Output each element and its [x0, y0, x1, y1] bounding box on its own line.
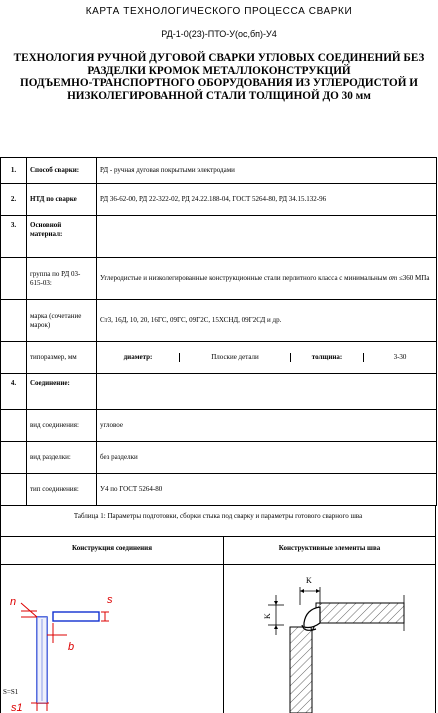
table1-body [0, 537, 436, 713]
title-line-1: ТЕХНОЛОГИЯ РУЧНОЙ ДУГОВОЙ СВАРКИ УГЛОВЫХ СОЕДИНЕНИЙ БЕЗ [13, 52, 425, 64]
grade-label: марка (сочетание марок) [27, 300, 97, 342]
label-s: s [107, 594, 113, 606]
table-row [1, 442, 437, 474]
table-row [1, 216, 437, 258]
label-k-side: K [263, 613, 272, 619]
group-label: группа по РД 03-615-03: [27, 258, 97, 300]
label-n: n [10, 596, 17, 608]
fillet-weld [304, 607, 320, 628]
table-row [1, 410, 437, 442]
empty-cell [1, 342, 27, 374]
welding-method-value: РД - ручная дуговая покрытыми электродами [97, 158, 437, 184]
table-row [1, 258, 437, 300]
joint-type-value: У4 по ГОСТ 5264-80 [97, 474, 437, 506]
thickness-label: толщина: [291, 353, 364, 362]
label-b: b [68, 641, 75, 653]
group-value-limit: ≤360 МПа [398, 274, 430, 282]
label-s1: s1 [11, 702, 23, 713]
size-value [97, 342, 437, 374]
row-number: 4. [1, 374, 27, 410]
title-line-4: НИЗКОЛЕГИРОВАННОЙ СТАЛИ ТОЛЩИНОЙ ДО 30 мм [67, 89, 371, 102]
weld-elements-drawing [224, 565, 435, 713]
row-number: 2. [1, 184, 27, 216]
table-row [1, 300, 437, 342]
ntd-value: РД 36-62-00, РД 22-322-02, РД 24.22.188-04, ГОСТ 5264-80, РД 34.15.132-96 [97, 184, 437, 216]
table-row [1, 374, 437, 410]
groove-value: без разделки [97, 442, 437, 474]
title-line-2: РАЗДЕЛКИ КРОМОК МЕТАЛЛОКОНСТРУКЦИЙ [87, 64, 351, 77]
joint-value [97, 374, 437, 410]
table-row [1, 342, 437, 374]
base-material-value [97, 216, 437, 258]
table-row [1, 184, 437, 216]
table-row [1, 158, 437, 184]
card-title: КАРТА ТЕХНОЛОГИЧЕСКОГО ПРОЦЕССА СВАРКИ [85, 6, 353, 17]
group-value-text: Углеродистые и низколегированные конструкционные стали перлитного класса с минимальным [100, 274, 387, 282]
label-k-top: K [306, 576, 312, 585]
title-line-3: ПОДЪЕМНО-ТРАНСПОРТНОГО ОБОРУДОВАНИЯ ИЗ УГЛЕРОДИСТОЙ И [20, 77, 418, 89]
joint-kind-label: вид соединения: [27, 410, 97, 442]
diameter-value: Плоские детали [180, 353, 291, 362]
document-title [6, 52, 432, 102]
empty-cell [1, 258, 27, 300]
thickness-value: 3-30 [393, 353, 407, 361]
joint-type-label: тип соединения: [27, 474, 97, 506]
empty-cell [1, 300, 27, 342]
parameters-table [0, 157, 437, 506]
thickness-equality-note: S=S1 [3, 688, 19, 696]
joint-design-drawing [1, 565, 223, 713]
diameter-label: диаметр: [97, 353, 180, 362]
grade-value: Ст3, 16Д, 10, 20, 16ГС, 09ГС, 09Г2С, 15ХСНД, 09Г2СД и др. [97, 300, 437, 342]
empty-cell [1, 442, 27, 474]
joint-label: Соединение: [27, 374, 97, 410]
vertical-plate [290, 627, 312, 713]
joint-kind-value: угловое [97, 410, 437, 442]
group-value [97, 258, 437, 300]
ntd-label: НТД по сварке [27, 184, 97, 216]
table1-caption: Таблица 1: Параметры подготовки, сборки стыка под сварку и параметры готового сварного шва [0, 505, 436, 537]
document-code: РД-1-0(23)-ПТО-У(ос,бп)-У4 [161, 29, 277, 39]
groove-label: вид разделки: [27, 442, 97, 474]
table-row [1, 474, 437, 506]
size-inline [97, 353, 436, 362]
joint-design-header: Конструкция соединения [1, 537, 223, 565]
horizontal-plate [316, 603, 404, 623]
empty-cell [1, 410, 27, 442]
row-number: 3. [1, 216, 27, 258]
size-label: типоразмер, мм [27, 342, 97, 374]
empty-cell [1, 474, 27, 506]
weld-elements-header: Конструктивные элементы шва [224, 537, 435, 565]
base-material-label: Основной материал: [27, 216, 97, 258]
sigma-symbol: σт [388, 274, 398, 282]
horizontal-plate-outline [53, 612, 99, 621]
joint-sketch [21, 603, 109, 711]
row-number: 1. [1, 158, 27, 184]
welding-method-label: Способ сварки: [27, 158, 97, 184]
